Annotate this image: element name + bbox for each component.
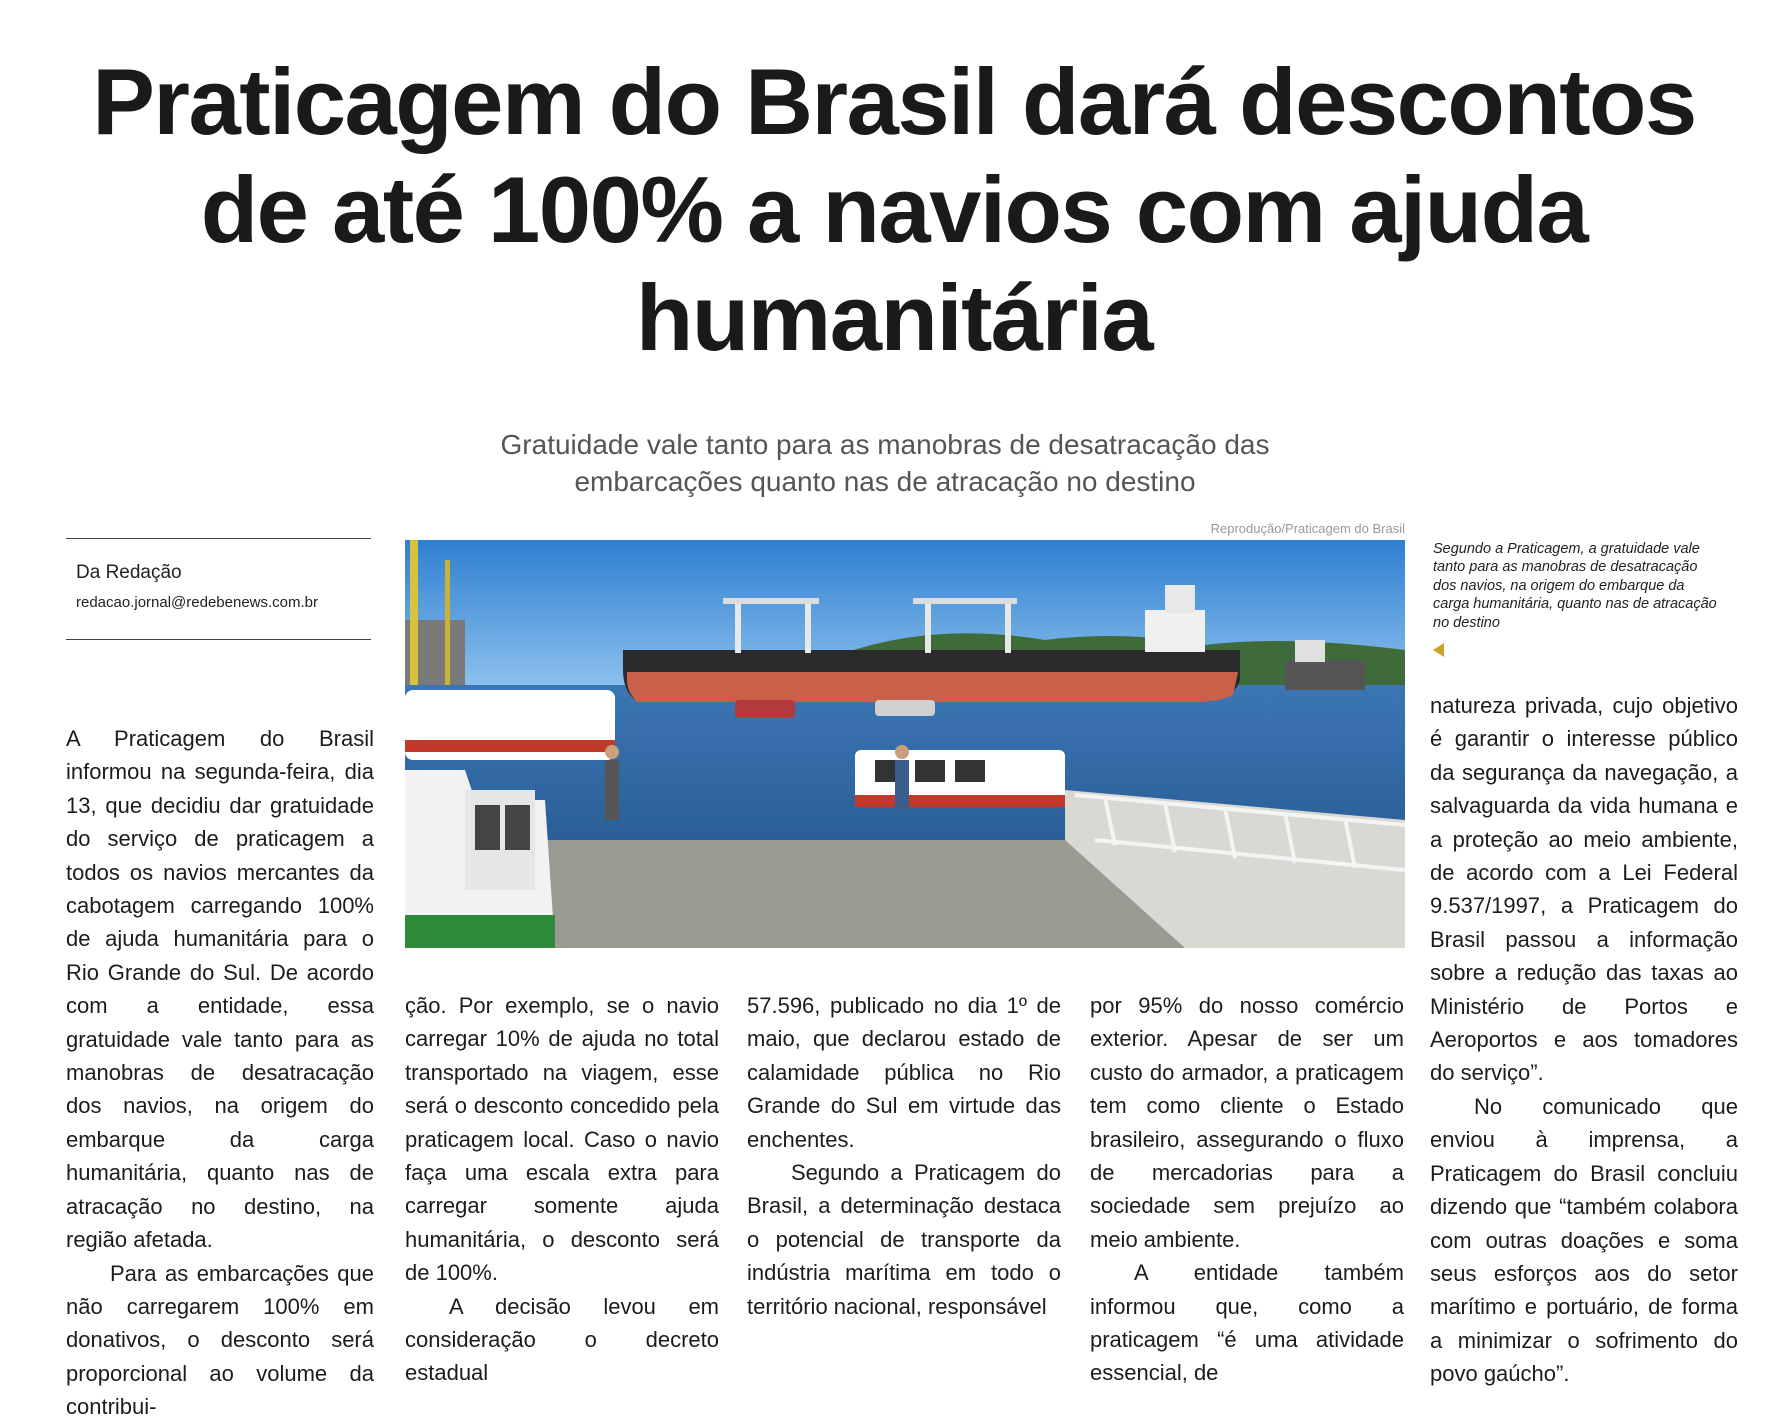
article-column-4: [1090, 989, 1404, 1390]
article-column-3: [747, 989, 1061, 1323]
byline-email[interactable]: redacao.jornal@redebenews.com.br: [76, 594, 319, 611]
article-column-2: [405, 989, 719, 1390]
article-paragraph: A Praticagem do Brasil informou na segunda-feira, dia 13, que decidiu dar gratuidade do serviço de praticagem a todos os navios mercantes da cabotagem carregando 100% de ajuda humanitária para o Rio Grande do Sul. De acordo com a entidade, essa gratuidade vale tanto para as manobras de desatracação dos navios, na origem do embarque da carga humanitária, quanto nas de atracação no destino, na região afetada.: [66, 726, 374, 1253]
article-paragraph: No comunicado que enviou à imprensa, a Praticagem do Brasil concluiu dizendo que “também colabora com outras doações e soma seus esforços aos do setor marítimo e portuário, de forma a minimizar o sofrimento do povo gaúcho”.: [1430, 1093, 1738, 1387]
article-photo: [405, 540, 1405, 948]
article-paragraph: A decisão levou em consideração o decreto estadual: [405, 1293, 719, 1386]
subheadline: Gratuidade vale tanto para as manobras de desatracação das embarcações quanto nas de atracação no destino: [500, 429, 1270, 497]
photo-caption: Segundo a Praticagem, a gratuidade vale tanto para as manobras de desatracação dos navios, na origem do embarque da carga humanitária, quanto nas de atracação no destino: [1433, 541, 1717, 631]
article-paragraph: por 95% do nosso comércio exterior. Apesar de ser um custo do armador, a praticagem tem como cliente o Estado brasileiro, assegurando o fluxo de mercadorias para a sociedade sem prejuízo ao meio ambiente.: [1090, 993, 1404, 1252]
headline: Praticagem do Brasil dará descontos de até 100% a navios com ajuda humanitária: [92, 49, 1696, 370]
harbor-scene-image: [405, 540, 1405, 948]
caption-arrow-icon: [1433, 643, 1444, 657]
byline-author: Da Redação: [76, 562, 182, 583]
article-column-1: [66, 722, 374, 1424]
article-paragraph: Para as embarcações que não carregarem 100% em donativos, o desconto será proporcional ao volume da contribui-: [66, 1260, 374, 1420]
article-paragraph: A entidade também informou que, como a praticagem “é uma atividade essencial, de: [1090, 1260, 1404, 1386]
article-paragraph: 57.596, publicado no dia 1º de maio, que declarou estado de calamidade pública no Rio Grande do Sul em virtude das enchentes.: [747, 993, 1061, 1152]
article-paragraph: Segundo a Praticagem do Brasil, a determinação destaca o potencial de transporte da indústria marítima em todo o território nacional, responsável: [747, 1160, 1061, 1319]
byline-rule-top: [66, 538, 371, 539]
article-paragraph: ção. Por exemplo, se o navio carregar 10% de ajuda no total transportado na viagem, esse será o desconto concedido pela praticagem local. Caso o navio faça uma escala extra para carregar somente ajuda humanitária, o desconto será de 100%.: [405, 993, 719, 1286]
byline-rule-bottom: [66, 639, 371, 640]
article-column-5: [1430, 689, 1738, 1391]
photo-credit: Reprodução/Praticagem do Brasil: [1210, 521, 1405, 536]
article-paragraph: natureza privada, cujo objetivo é garantir o interesse público da segurança da navegação, a salvaguarda da vida humana e a proteção ao meio ambiente, de acordo com a Lei Federal 9.537/1997, a Praticagem do Brasil passou a informação sobre a redução das taxas ao Ministério de Portos e Aeroportos e aos tomadores do serviço”.: [1430, 693, 1738, 1086]
